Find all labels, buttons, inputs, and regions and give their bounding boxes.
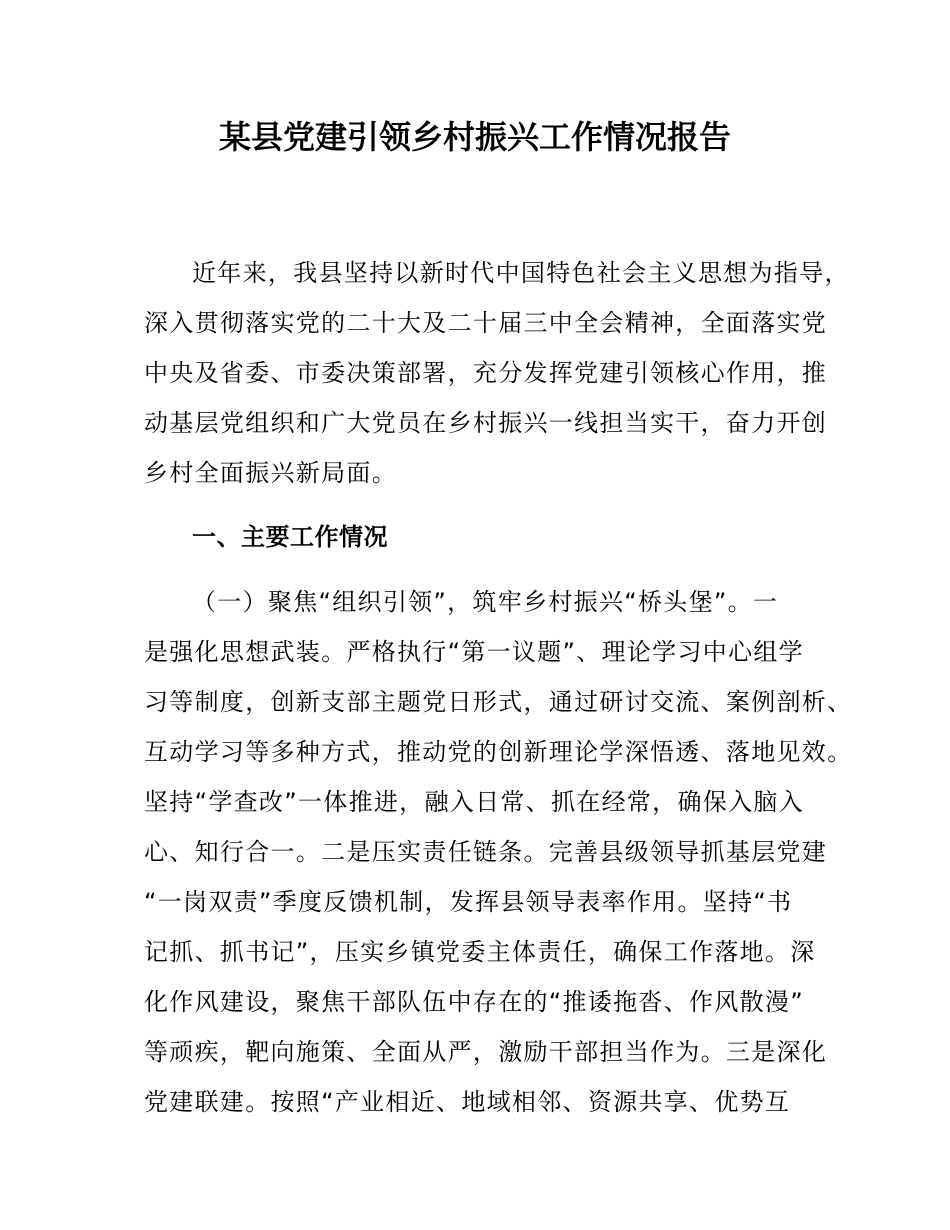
document-title: 某县党建引领乡村振兴工作情况报告 <box>218 118 731 156</box>
body-line-5: 坚持“学查改”一体推进，融入日常、抓在经常，确保入脑入 <box>144 788 804 816</box>
intro-line-5: 乡村全面振兴新局面。 <box>144 459 397 487</box>
intro-line-3: 中央及省委、市委决策部署，充分发挥党建引领核心作用，推 <box>144 359 828 387</box>
intro-line-4: 动基层党组织和广大党员在乡村振兴一线担当实干，奋力开创 <box>144 409 828 437</box>
body-line-10: 等顽疾，靶向施策、全面从严，激励干部担当作为。三是深化 <box>144 1038 828 1066</box>
body-line-4: 互动学习等多种方式，推动党的创新理论学深悟透、落地见效。 <box>144 738 853 766</box>
body-line-2: 是强化思想武装。严格执行“第一议题”、理论学习中心组学 <box>144 638 804 666</box>
body-line-8: 记抓、抓书记”，压实乡镇党委主体责任，确保工作落地。深 <box>144 938 816 966</box>
section-heading: 一、主要工作情况 <box>192 523 388 551</box>
body-line-11: 党建联建。按照“产业相近、地域相邻、资源共享、优势互 <box>144 1088 791 1116</box>
body-line-3: 习等制度，创新支部主题党日形式，通过研讨交流、案例剖析、 <box>144 688 853 716</box>
body-line-6: 心、知行合一。二是压实责任链条。完善县级领导抓基层党建 <box>144 838 828 866</box>
body-line-9: 化作风建设，聚焦干部队伍中存在的“推诿拖沓、作风散漫” <box>144 988 804 1016</box>
intro-line-2: 深入贯彻落实党的二十大及二十届三中全会精神，全面落实党 <box>144 309 828 337</box>
body-line-1: （一）聚焦“组织引领”，筑牢乡村振兴“桥头堡”。一 <box>192 588 779 616</box>
intro-line-1: 近年来，我县坚持以新时代中国特色社会主义思想为指导， <box>192 259 850 287</box>
body-line-7: “一岗双责”季度反馈机制，发挥县领导表率作用。坚持“书 <box>144 888 793 916</box>
